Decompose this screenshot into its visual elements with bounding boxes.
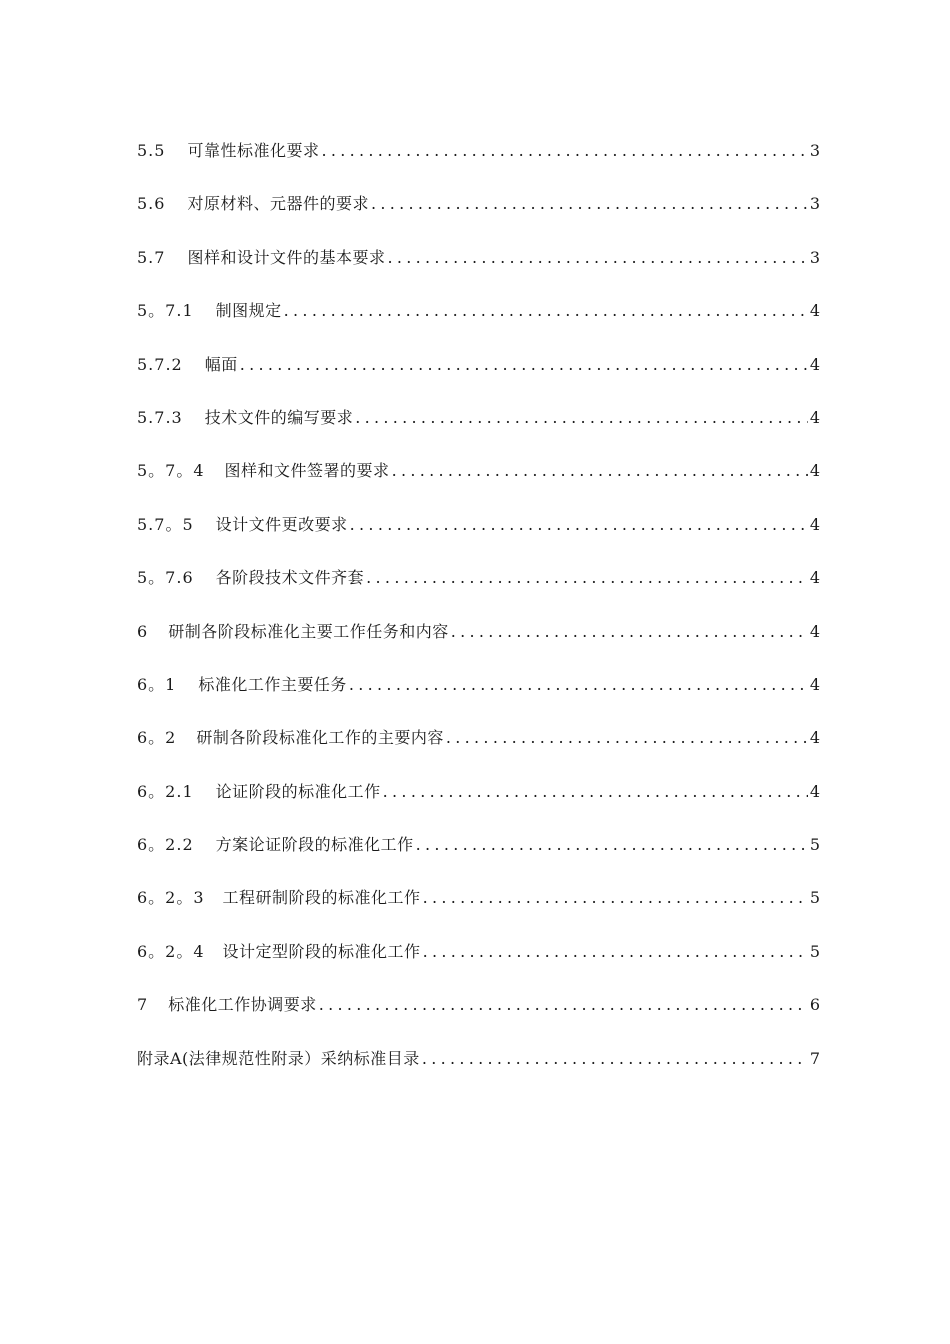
toc-entry-page: 4: [809, 407, 820, 427]
toc-dot-leader: [387, 240, 807, 276]
toc-entry-page: 3: [809, 194, 820, 214]
toc-entry-title: 附录A(法律规范性附录）采纳标准目录: [137, 1048, 420, 1068]
toc-entry-page: 5: [809, 941, 820, 961]
toc-dot-leader: [446, 720, 808, 756]
toc-entry[interactable]: [137, 240, 820, 293]
toc-entry-number: 6。1: [137, 674, 177, 694]
toc-dot-leader: [392, 453, 808, 489]
toc-entry-title: 可靠性标准化要求: [187, 141, 320, 160]
toc-entry-page: 4: [809, 781, 820, 801]
toc-entry-number: 5。7.6: [137, 568, 194, 588]
toc-entry[interactable]: [137, 720, 820, 773]
toc-dot-leader: [422, 1041, 808, 1077]
toc-entry-title: 设计定型阶段的标准化工作: [222, 941, 421, 961]
toc-entry-number: 5.7。5: [137, 514, 194, 534]
toc-entry-page: 6: [809, 995, 820, 1015]
toc-dot-leader: [416, 827, 808, 863]
toc-entry-number: 5.7.2: [137, 354, 183, 374]
toc-entry-number: 5.7: [137, 247, 166, 267]
toc-entry-page: 3: [809, 247, 820, 267]
toc-entry-title: 制图规定: [215, 301, 282, 321]
toc-dot-leader: [349, 667, 808, 703]
toc-entry[interactable]: [137, 1041, 820, 1094]
toc-entry[interactable]: [137, 293, 820, 346]
toc-dot-leader: [284, 293, 808, 329]
toc-entry-page: 5: [809, 888, 820, 908]
toc-entry-title: 研制各阶段标准化工作的主要内容: [196, 728, 444, 748]
toc-dot-leader: [451, 614, 808, 650]
toc-dot-leader: [355, 400, 808, 436]
toc-dot-leader: [240, 347, 808, 383]
toc-entry-page: 4: [809, 621, 820, 641]
toc-entry-title: 幅面: [204, 354, 238, 374]
toc-entry-page: 4: [809, 301, 820, 321]
toc-dot-leader: [319, 987, 808, 1023]
toc-dot-leader: [321, 133, 807, 169]
toc-dot-leader: [423, 880, 808, 916]
toc-entry[interactable]: [137, 453, 820, 506]
toc-entry-page: 4: [809, 514, 820, 534]
toc-entry-page: 3: [809, 141, 820, 160]
toc-dot-leader: [383, 774, 808, 810]
toc-entry-page: 7: [809, 1048, 820, 1068]
toc-entry[interactable]: [137, 507, 820, 560]
toc-entry[interactable]: [137, 347, 820, 400]
toc-entry-page: 4: [809, 674, 820, 694]
toc-entry-number: 5.7.3: [137, 407, 183, 427]
toc-entry-page: 4: [809, 728, 820, 748]
toc-entry-number: 5。7.1: [137, 301, 194, 321]
toc-entry[interactable]: [137, 614, 820, 667]
toc-entry-title: 研制各阶段标准化主要工作任务和内容: [168, 621, 449, 641]
toc-entry-title: 论证阶段的标准化工作: [215, 781, 381, 801]
toc-entry-title: 图样和文件签署的要求: [224, 461, 390, 481]
toc-entry-title: 各阶段技术文件齐套: [215, 568, 365, 588]
toc-entry[interactable]: [137, 560, 820, 613]
toc-entry[interactable]: [137, 133, 820, 186]
toc-entry[interactable]: [137, 934, 820, 987]
toc-entry-number: 6。2.1: [137, 781, 194, 801]
toc-entry-number: 6。2.2: [137, 835, 194, 855]
toc-entry-number: 5.5: [137, 141, 166, 160]
toc-entry-number: 5。7。4: [137, 461, 205, 481]
toc-dot-leader: [371, 186, 808, 222]
toc-entry-title: 图样和设计文件的基本要求: [187, 247, 386, 267]
toc-dot-leader: [350, 507, 808, 543]
toc-entry-title: 设计文件更改要求: [215, 514, 348, 534]
toc-entry-title: 工程研制阶段的标准化工作: [222, 888, 421, 908]
toc-entry-page: 4: [809, 461, 820, 481]
toc-entry[interactable]: [137, 186, 820, 239]
toc-entry[interactable]: [137, 667, 820, 720]
toc-entry-page: 4: [809, 354, 820, 374]
toc-entry-title: 对原材料、元器件的要求: [187, 194, 369, 214]
toc-entry-page: 5: [809, 835, 820, 855]
toc-entry[interactable]: [137, 774, 820, 827]
toc-entry-title: 技术文件的编写要求: [204, 407, 354, 427]
toc-entry-number: 6。2。4: [137, 941, 205, 961]
toc-entry-title: 标准化工作协调要求: [168, 995, 317, 1015]
toc-entry-number: 6。2: [137, 728, 177, 748]
toc-entry-title: 方案论证阶段的标准化工作: [215, 835, 414, 855]
toc-dot-leader: [423, 934, 808, 970]
toc-entry[interactable]: [137, 827, 820, 880]
toc-entry-page: 4: [809, 568, 820, 588]
toc-entry[interactable]: [137, 880, 820, 933]
toc-entry-title: 标准化工作主要任务: [198, 674, 347, 694]
toc-entry-number: 7: [137, 995, 149, 1015]
toc-dot-leader: [366, 560, 808, 596]
toc-entry[interactable]: [137, 400, 820, 453]
toc-entry-number: 6。2。3: [137, 888, 205, 908]
table-of-contents: [137, 133, 820, 1094]
toc-entry-number: 5.6: [137, 194, 166, 214]
toc-entry-number: 6: [137, 621, 149, 641]
toc-entry[interactable]: [137, 987, 820, 1040]
